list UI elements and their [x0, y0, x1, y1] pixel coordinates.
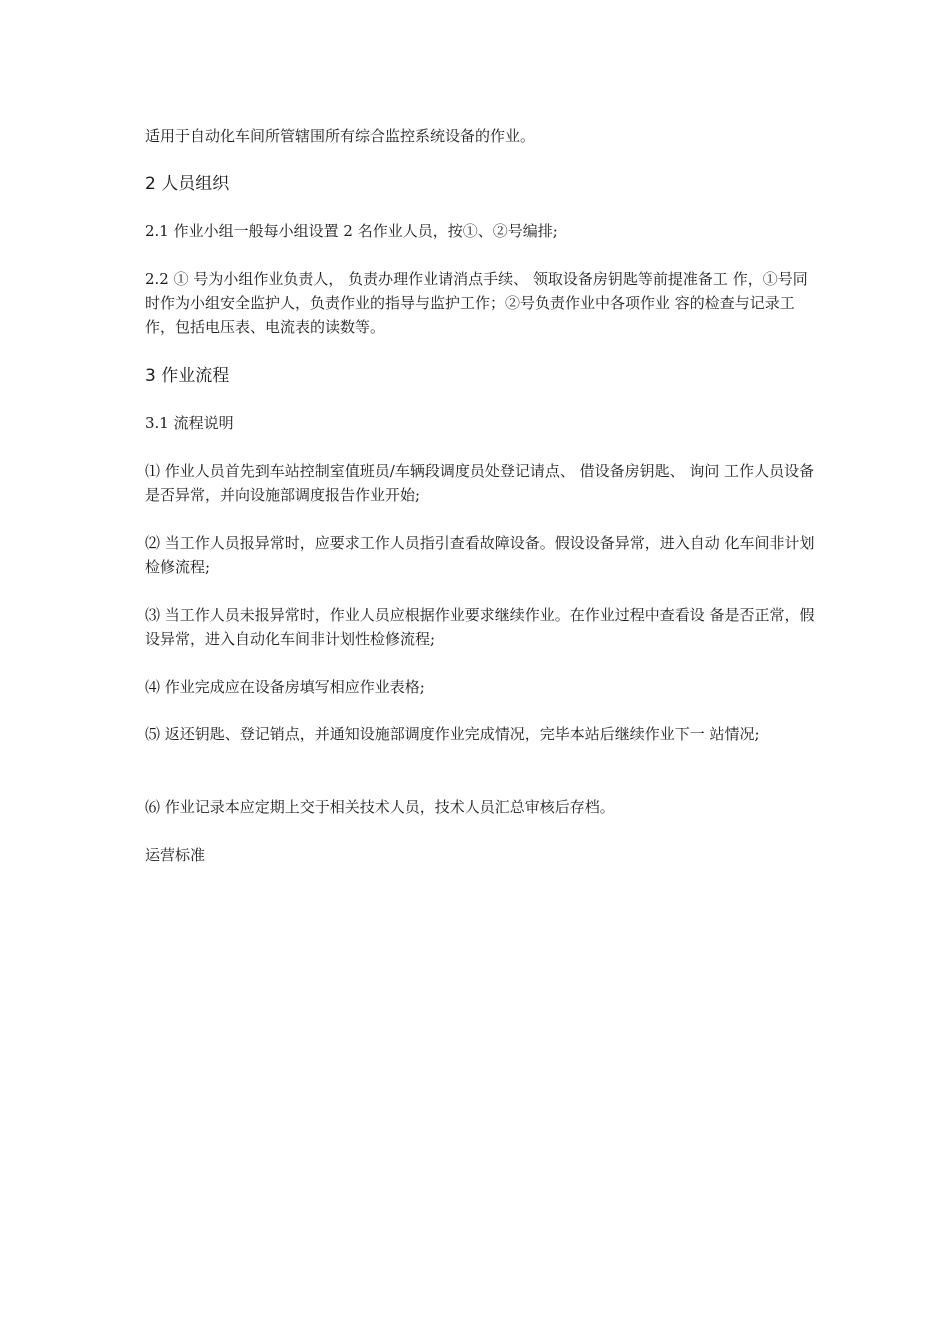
step-1: ⑴ 作业人员首先到车站控制室值班员/车辆段调度员处登记请点、 借设备房钥匙、 询问 工作人员设备是否异常，并向设施部调度报告作业开始; — [145, 462, 815, 504]
paragraph-2-1: 2.1 作业小组一般每小组设置 2 名作业人员，按①、②号编排; — [145, 222, 558, 240]
step-4: ⑷ 作业完成应在设备房填写相应作业表格; — [145, 678, 425, 696]
step-5: ⑸ 返还钥匙、登记销点，并通知设施部调度作业完成情况，完毕本站后继续作业下一 站情况; — [145, 725, 760, 743]
step-3: ⑶ 当工作人员未报异常时，作业人员应根据作业要求继续作业。在作业过程中查看设 备是否正常，假设异常，进入自动化车间非计划性检修流程; — [145, 606, 815, 648]
footer-text: 运营标准 — [145, 846, 206, 864]
section-heading-personnel: 2 人员组织 — [145, 174, 230, 194]
paragraph-2-2: 2.2 ① 号为小组作业负责人， 负责办理作业请消点手续、 领取设备房钥匙等前提准备工 作，①号同时作为小组安全监护人，负责作业的指导与监护工作；②号负责作业中各项作业 容的检查与记录工作，包括电压表、电流表的读数等。 — [145, 270, 808, 336]
step-2: ⑵ 当工作人员报异常时，应要求工作人员指引查看故障设备。假设设备异常，进入自动 化车间非计划检修流程; — [145, 534, 815, 576]
scope-paragraph: 适用于自动化车间所管辖围所有综合监控系统设备的作业。 — [145, 127, 536, 145]
step-6: ⑹ 作业记录本应定期上交于相关技术人员，技术人员汇总审核后存档。 — [145, 798, 615, 816]
subheading-3-1: 3.1 流程说明 — [145, 414, 234, 432]
section-heading-workflow: 3 作业流程 — [145, 366, 230, 386]
